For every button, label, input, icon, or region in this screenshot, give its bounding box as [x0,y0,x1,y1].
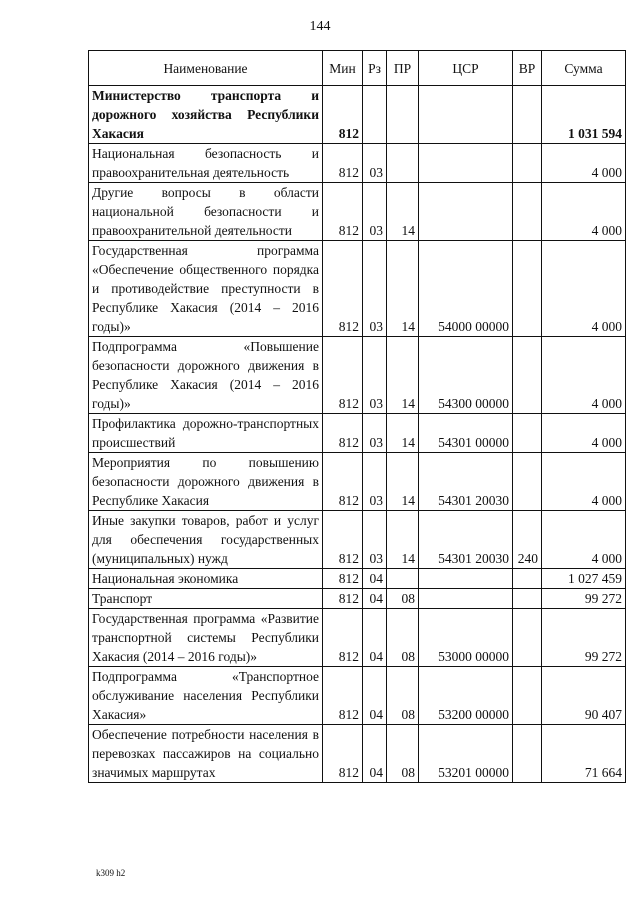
row-vr [513,414,542,453]
row-pr: 14 [387,241,419,337]
row-rz: 04 [363,609,387,667]
row-vr: 240 [513,511,542,569]
row-vr [513,667,542,725]
row-pr: 08 [387,725,419,783]
table-row [89,241,626,337]
row-vr [513,183,542,241]
row-rz: 04 [363,569,387,589]
row-name: Обеспечение потребности населения в перевозках пассажиров на социально значимых маршрутах [89,725,323,783]
footer-code: k309 h2 [96,868,126,878]
row-pr: 08 [387,667,419,725]
header-min: Мин [323,51,363,86]
row-min: 812 [323,144,363,183]
row-name: Мероприятия по повышению безопасности дорожного движения в Республике Хакасия [89,453,323,511]
row-rz [363,86,387,144]
row-sum: 4 000 [542,241,626,337]
row-name: Национальная безопасность и правоохранительная деятельность [89,144,323,183]
row-name: Государственная программа «Обеспечение общественного порядка и противодействие преступности в Республике Хакасия (2014 – 2016 годы)» [89,241,323,337]
row-vr [513,589,542,609]
row-sum: 4 000 [542,337,626,414]
row-sum: 99 272 [542,609,626,667]
row-sum: 4 000 [542,453,626,511]
row-sum: 71 664 [542,725,626,783]
row-vr [513,609,542,667]
row-sum: 4 000 [542,414,626,453]
row-sum: 4 000 [542,183,626,241]
row-min: 812 [323,241,363,337]
row-sum: 4 000 [542,144,626,183]
row-vr [513,453,542,511]
row-pr [387,86,419,144]
row-csr: 54300 00000 [419,337,513,414]
row-vr [513,337,542,414]
table-row [89,86,626,144]
row-name: Министерство транспорта и дорожного хозяйства Республики Хакасия [89,86,323,144]
header-pr: ПР [387,51,419,86]
row-csr [419,86,513,144]
header-rz: Рз [363,51,387,86]
row-csr [419,589,513,609]
table-row [89,144,626,183]
table-row [89,569,626,589]
row-sum: 99 272 [542,589,626,609]
row-name: Профилактика дорожно-транспортных происшествий [89,414,323,453]
header-name: Наименование [89,51,323,86]
row-name: Подпрограмма «Повышение безопасности дорожного движения в Республике Хакасия (2014 – 2016 годы)» [89,337,323,414]
table-row [89,453,626,511]
table-row [89,183,626,241]
row-pr: 14 [387,337,419,414]
row-vr [513,725,542,783]
header-csr: ЦСР [419,51,513,86]
table-row [89,414,626,453]
row-sum: 90 407 [542,667,626,725]
row-vr [513,241,542,337]
row-min: 812 [323,569,363,589]
row-rz: 03 [363,144,387,183]
row-pr: 08 [387,609,419,667]
row-min: 812 [323,511,363,569]
row-min: 812 [323,725,363,783]
row-rz: 03 [363,241,387,337]
row-name: Государственная программа «Развитие транспортной системы Республики Хакасия (2014 – 2016 годы)» [89,609,323,667]
row-min: 812 [323,183,363,241]
row-pr: 14 [387,453,419,511]
row-csr: 53201 00000 [419,725,513,783]
row-rz: 04 [363,589,387,609]
row-sum: 4 000 [542,511,626,569]
row-pr [387,569,419,589]
row-csr: 54000 00000 [419,241,513,337]
header-sum: Сумма [542,51,626,86]
header-row [89,51,626,86]
row-name: Другие вопросы в области национальной безопасности и правоохранительной деятельности [89,183,323,241]
row-name: Подпрограмма «Транспортное обслуживание населения Республики Хакасия» [89,667,323,725]
row-rz: 04 [363,725,387,783]
row-min: 812 [323,86,363,144]
row-min: 812 [323,453,363,511]
row-rz: 04 [363,667,387,725]
row-min: 812 [323,414,363,453]
row-csr: 54301 00000 [419,414,513,453]
row-name: Иные закупки товаров, работ и услуг для обеспечения государственных (муниципальных) нужд [89,511,323,569]
row-name: Транспорт [89,589,323,609]
row-sum: 1 031 594 [542,86,626,144]
row-pr: 08 [387,589,419,609]
row-pr [387,144,419,183]
row-rz: 03 [363,453,387,511]
row-min: 812 [323,589,363,609]
row-vr [513,144,542,183]
row-min: 812 [323,667,363,725]
row-pr: 14 [387,511,419,569]
table-row [89,511,626,569]
row-csr: 54301 20030 [419,453,513,511]
row-csr [419,183,513,241]
row-rz: 03 [363,511,387,569]
row-csr [419,569,513,589]
row-min: 812 [323,337,363,414]
budget-table [88,50,626,783]
row-pr: 14 [387,183,419,241]
table-row [89,337,626,414]
row-rz: 03 [363,183,387,241]
header-vr: ВР [513,51,542,86]
table-row [89,725,626,783]
row-rz: 03 [363,414,387,453]
page-number: 144 [309,19,331,34]
table-row [89,667,626,725]
row-csr: 53000 00000 [419,609,513,667]
row-rz: 03 [363,337,387,414]
row-vr [513,86,542,144]
row-sum: 1 027 459 [542,569,626,589]
row-vr [513,569,542,589]
row-csr: 54301 20030 [419,511,513,569]
row-min: 812 [323,609,363,667]
row-csr [419,144,513,183]
table-row [89,609,626,667]
row-csr: 53200 00000 [419,667,513,725]
row-name: Национальная экономика [89,569,323,589]
row-pr: 14 [387,414,419,453]
table-row [89,589,626,609]
